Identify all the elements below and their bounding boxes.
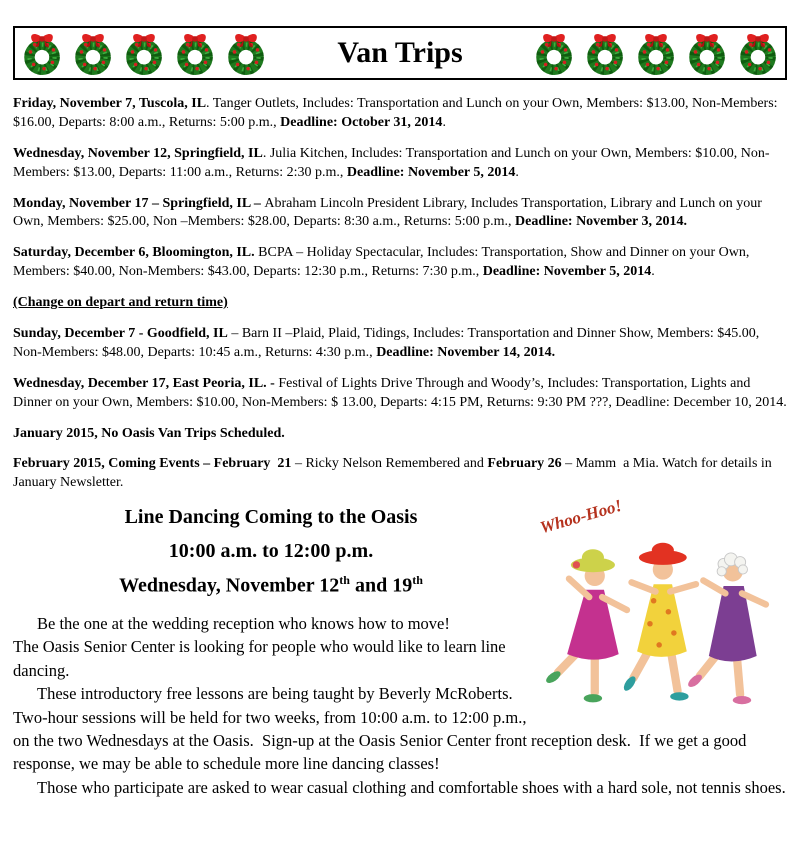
trip-text-segment: – Ricky Nelson Remembered and bbox=[291, 456, 488, 472]
lady-red-hat bbox=[622, 543, 696, 701]
trip-paragraph bbox=[13, 455, 787, 493]
trip-text-segment: Friday, November 7, Tuscola, IL bbox=[13, 96, 207, 111]
trip-paragraph bbox=[13, 145, 787, 183]
trip-text-segment: Wednesday, November 12, Springfield, IL bbox=[13, 145, 263, 161]
line-dancing-paragraph: These introductory free lessons are being taught by Beverly McRoberts. Two-hour sessions will be held for two weeks, from 10:00 a.m. to 12:00 p.m., on the two Wednesdays at the Oasis. Sign-up at the Oasis Senior Center front reception desk. If we get a good response, we may be able to schedule more line dancing classes! bbox=[13, 684, 751, 774]
trip-text-segment: . Tanger Outlets, Includes: Transportation and Lunch on your Own, Members: $13.00, Non-Members: $16.00, Departs: 8:00 a.m., Returns: 5:00 p.m., bbox=[13, 96, 782, 130]
trip-text-segment: . bbox=[651, 264, 655, 280]
trip-text-segment: Monday, November 17 – Springfield, IL – bbox=[13, 195, 265, 211]
dates-text-2: and 19 bbox=[349, 574, 413, 597]
trip-paragraph bbox=[13, 325, 787, 363]
trip-paragraph bbox=[13, 95, 787, 133]
dancing-ladies-illustration bbox=[535, 529, 787, 713]
trip-text-segment: Deadline: November 3, 2014. bbox=[515, 214, 688, 230]
trip-text-segment: Deadline: November 14, 2014. bbox=[376, 344, 556, 360]
wreath-icon bbox=[70, 30, 116, 76]
wreath-icon bbox=[633, 30, 679, 76]
line-dancing-paragraph: Those who participate are asked to wear casual clothing and comfortable shoes with a hard sole, not tennis shoes. bbox=[37, 777, 786, 797]
wreath-icon bbox=[172, 30, 218, 76]
trips-list bbox=[13, 95, 787, 493]
line-dancing-time: 10:00 a.m. to 12:00 p.m. bbox=[168, 540, 374, 563]
wreaths-right bbox=[531, 30, 781, 76]
trip-paragraph bbox=[13, 294, 787, 313]
wreath-icon bbox=[684, 30, 730, 76]
trip-text-segment: . bbox=[515, 164, 519, 180]
trip-text-segment: . bbox=[442, 114, 446, 130]
trip-text-segment: – Barn II –Plaid, Plaid, Tidings, Includes: Transportation and Dinner Show, Members: $45.00, Non-Members: $48.00, Departs: 10:45 a.m., Returns: 4:30 p.m., bbox=[13, 326, 763, 360]
trip-text-segment: (Change on depart and return time) bbox=[13, 295, 228, 311]
wreath-icon bbox=[531, 30, 577, 76]
trip-text-segment: Abraham Lincoln President Library, Includes Transportation, Library and Lunch on your Own, Members: $25.00, Non –Members: $28.00, Departs: 8:30 a.m., Returns: 5:00 p.m., bbox=[13, 195, 766, 230]
wreath-icon bbox=[223, 30, 269, 76]
trip-text-segment: – Mamm a Mia. Watch for details in January Newsletter. bbox=[13, 456, 776, 491]
trip-text-segment: Deadline: November 5, 2014 bbox=[346, 164, 516, 180]
line-dancing-paragraph: Be the one at the wedding reception who knows how to move! bbox=[37, 613, 450, 633]
line-dancing-section bbox=[13, 496, 787, 799]
trip-text-segment: Deadline: November 5, 2014 bbox=[482, 264, 652, 280]
wreath-icon bbox=[121, 30, 167, 76]
trip-paragraph bbox=[13, 425, 787, 444]
trip-paragraph bbox=[13, 195, 787, 233]
trip-text-segment: Wednesday, December 17, East Peoria, IL. - bbox=[13, 375, 279, 391]
dates-superscript-1: th bbox=[339, 573, 350, 588]
line-dancing-paragraph: The Oasis Senior Center is looking for people who would like to learn line dancing. bbox=[13, 637, 510, 680]
trip-text-segment: Saturday, December 6, Bloomington, IL. bbox=[13, 245, 259, 261]
trip-text-segment: January 2015, No Oasis Van Trips Scheduled. bbox=[13, 425, 285, 441]
trip-text-segment: Festival of Lights Drive Through and Woody’s, Includes: Transportation, Lights and Dinner on your Own, Members: $10.00, Non-Members: $ 13.00, Departs: 4:15 PM, Returns: 9:30 PM ???, Deadline: December 10, 2014. bbox=[13, 375, 787, 410]
whoo-hoo-caption: Whoo-Hoo! bbox=[537, 496, 624, 538]
trip-paragraph bbox=[13, 375, 787, 413]
trip-paragraph bbox=[13, 244, 787, 282]
trip-text-segment: Sunday, December 7 - Goodfield, IL bbox=[13, 326, 228, 342]
wreath-icon bbox=[735, 30, 781, 76]
trip-text-segment: Deadline: October 31, 2014 bbox=[280, 114, 443, 130]
trip-text-segment: . Julia Kitchen, Includes: Transportation and Lunch on your Own, Members: $10.00, Non-Members: $13.00, Departs: 11:00 a.m., Returns: 2:30 p.m., bbox=[13, 145, 770, 180]
wreaths-left bbox=[19, 30, 269, 76]
trip-text-segment: February 2015, Coming Events – February 21 bbox=[13, 456, 292, 472]
lady-yellow-hat bbox=[544, 549, 627, 702]
trip-text-segment: BCPA – Holiday Spectacular, Includes: Transportation, Show and Dinner on your Own, Members: $40.00, Non-Members: $43.00, Departs: 12:30 p.m., Returns: 7:30 p.m., bbox=[13, 245, 753, 280]
line-dancing-image-area bbox=[535, 496, 787, 713]
trip-text-segment: February 26 bbox=[487, 456, 562, 472]
wreath-icon bbox=[19, 30, 65, 76]
van-trips-header bbox=[13, 26, 787, 80]
wreath-icon bbox=[582, 30, 628, 76]
line-dancing-heading: Line Dancing Coming to the Oasis bbox=[124, 506, 418, 529]
dates-superscript-2: th bbox=[412, 573, 423, 588]
lady-white-hair bbox=[686, 553, 766, 704]
page-title: Van Trips bbox=[337, 36, 463, 69]
dates-text-1: Wednesday, November 12 bbox=[119, 574, 340, 597]
